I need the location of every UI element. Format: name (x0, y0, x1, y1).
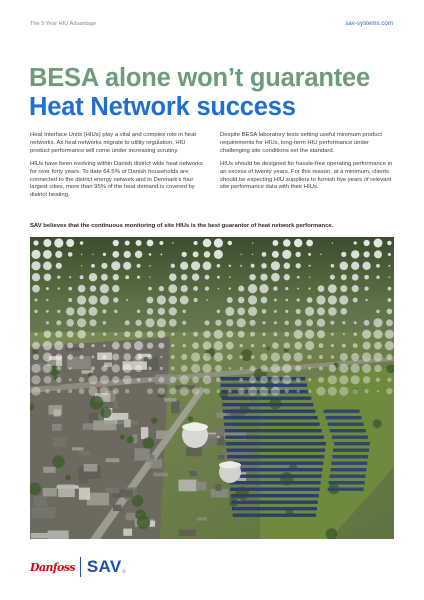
title-line-2: Heat Network success (29, 93, 296, 121)
body-paragraph: HIUs have been evolving within Danish district wide heat networks for over forty years. To date 64.5% of Danish households are connected to the district energy network and in Denmark’s four largest cities, more than 95% of the heat demand is covered by district heating. (30, 160, 203, 199)
body-paragraph: Heat Interface Units (HIUs) play a vital and complex role in heat networks. As heat networks migrate to utility regulation, HIU product performance will come under increasing scrutiny. (30, 132, 196, 154)
sav-logo-mark-icon: ᴳ (122, 570, 126, 576)
body-paragraph: Despite BESA laboratory tests setting useful minimum product requirements for HIUs, long-term HIU performance under challenging site conditions set the standard. (220, 132, 383, 154)
body-paragraph: HIUs should be designed for hassle-free operating performance in an excess of twenty years. For this reason, at a minimum, clients should be expecting HIU suppliers to furnish five years of relevant site performance data with their HIUs. (220, 160, 393, 191)
footer-logos (30, 554, 126, 580)
website-link[interactable]: sav-systems.com (345, 20, 393, 27)
lead-statement: SAV believes that the continuous monitoring of site HIUs is the best guarantor of heat network performance. (30, 223, 334, 229)
body-columns (30, 132, 396, 205)
body-column-left (30, 132, 206, 205)
danfoss-logo: Danfoss (30, 560, 75, 574)
sav-logo: SAV (86, 557, 122, 576)
title-line-1: BESA alone won’t guarantee (29, 64, 370, 92)
logo-divider (80, 557, 81, 577)
aerial-photo-illustration (30, 237, 394, 539)
document-header-title: The 5 Year HIU Advantage (30, 21, 97, 27)
body-column-right (220, 132, 396, 205)
aerial-photo (30, 237, 394, 539)
page-title (29, 64, 409, 122)
